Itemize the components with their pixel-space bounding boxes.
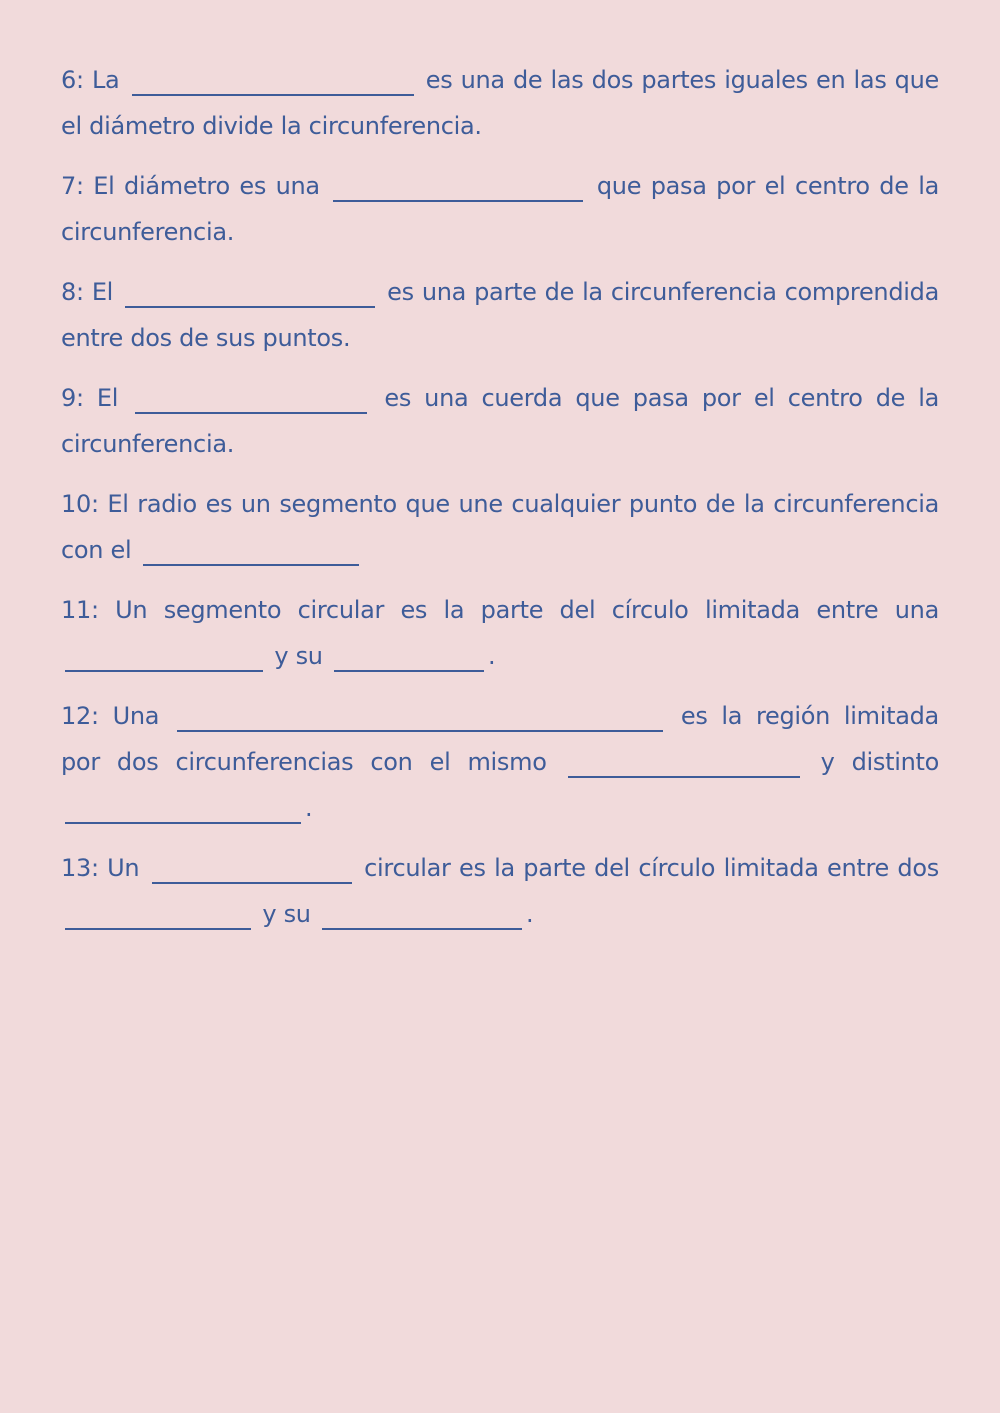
question-text: El <box>91 278 114 306</box>
question-text: y su <box>262 900 311 928</box>
answer-blank[interactable] <box>177 704 663 732</box>
question-number: 10: <box>61 490 99 518</box>
question-6 <box>61 57 939 149</box>
question-text: La <box>91 66 120 94</box>
question-number: 11: <box>61 596 99 624</box>
punctuation: . <box>305 794 313 822</box>
question-text: circular es la parte del círculo limitada entre dos <box>364 854 939 882</box>
answer-blank[interactable] <box>125 280 375 308</box>
answer-blank[interactable] <box>132 68 414 96</box>
question-text: Un segmento circular es la parte del círculo limitada entre una <box>115 596 939 624</box>
question-13 <box>61 845 939 937</box>
answer-blank[interactable] <box>322 902 522 930</box>
question-8 <box>61 269 939 361</box>
question-11 <box>61 587 939 679</box>
answer-blank[interactable] <box>65 796 301 824</box>
answer-blank[interactable] <box>135 386 367 414</box>
question-number: 7: <box>61 172 84 200</box>
question-text: es una de las dos partes iguales en las que el diámetro divide la circunferencia. <box>61 66 939 140</box>
answer-blank[interactable] <box>333 174 583 202</box>
question-text: El radio es un segmento que une cualquier punto de la circunferencia con el <box>61 490 939 564</box>
question-text: que pasa por el centro de la circunferencia. <box>61 172 939 246</box>
question-10 <box>61 481 939 573</box>
worksheet <box>61 57 939 951</box>
question-text: y su <box>274 642 323 670</box>
question-number: 13: <box>61 854 99 882</box>
punctuation: . <box>488 642 496 670</box>
question-7 <box>61 163 939 255</box>
question-text: El diámetro es una <box>93 172 320 200</box>
question-text: y distinto <box>820 748 939 776</box>
question-text: Una <box>112 702 160 730</box>
question-text: Un <box>107 854 140 882</box>
question-number: 8: <box>61 278 84 306</box>
answer-blank[interactable] <box>334 644 484 672</box>
question-12 <box>61 693 939 831</box>
question-text: es una parte de la circunferencia comprendida entre dos de sus puntos. <box>61 278 939 352</box>
question-number: 9: <box>61 384 84 412</box>
answer-blank[interactable] <box>65 902 251 930</box>
answer-blank[interactable] <box>65 644 263 672</box>
question-number: 12: <box>61 702 99 730</box>
question-number: 6: <box>61 66 84 94</box>
answer-blank[interactable] <box>143 538 359 566</box>
punctuation: . <box>526 900 534 928</box>
question-text: es la región limitada por dos circunferencias con el mismo <box>61 702 939 776</box>
answer-blank[interactable] <box>568 750 800 778</box>
answer-blank[interactable] <box>152 856 352 884</box>
question-text: es una cuerda que pasa por el centro de la circunferencia. <box>61 384 939 458</box>
question-text: El <box>96 384 119 412</box>
question-9 <box>61 375 939 467</box>
